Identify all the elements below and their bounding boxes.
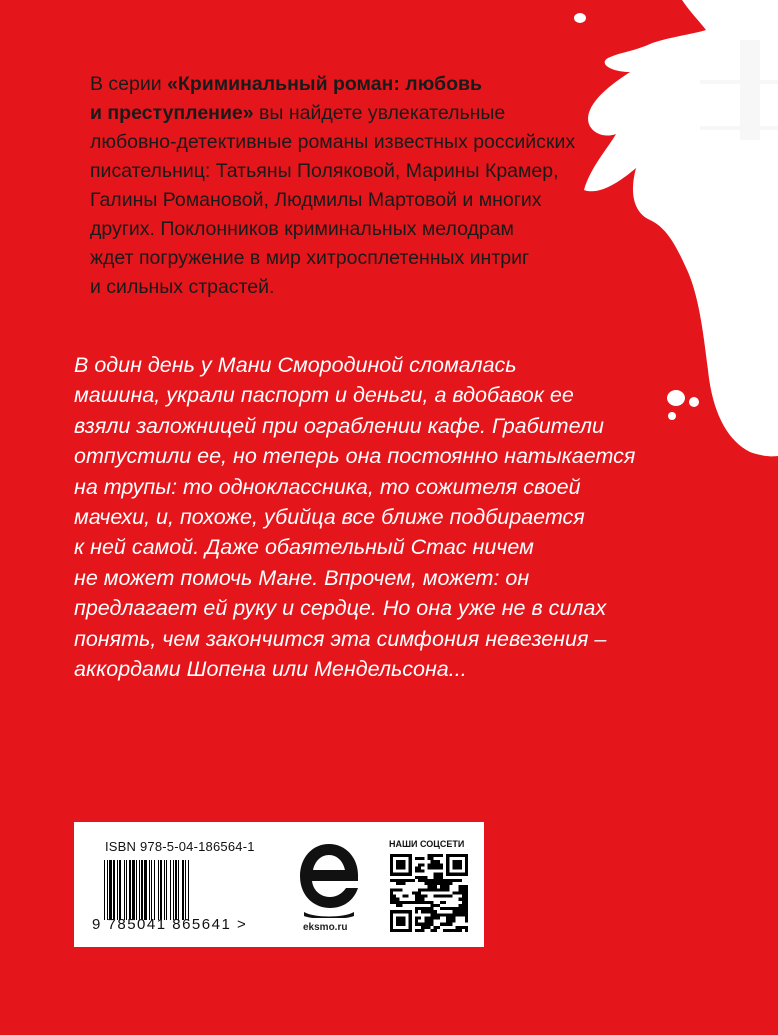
publisher-info-panel — [74, 822, 484, 947]
eksmo-logo-icon — [300, 844, 358, 918]
annotation-line: взяли заложницей при ограблении кафе. Грабители — [74, 413, 604, 438]
publisher-website[interactable]: eksmo.ru — [303, 922, 348, 933]
annotation-line: к ней самой. Даже обаятельный Стас ничем — [74, 535, 534, 560]
annotation-line: отпустили ее, но теперь она постоянно натыкается — [74, 444, 636, 469]
isbn-label: ISBN 978-5-04-186564-1 — [105, 839, 255, 854]
annotation-line: не может помочь Мане. Впрочем, может: он — [74, 565, 530, 590]
annotation-line: на трупы: то одноклассника, то сожителя своей — [74, 474, 581, 499]
series-name: «Криминальный роман: любовь — [167, 73, 482, 95]
book-annotation — [74, 350, 634, 684]
annotation-line: В один день у Мани Смородиной сломалась — [74, 353, 517, 377]
qr-code[interactable] — [390, 854, 468, 932]
annotation-line: машина, украли паспорт и деньги, а вдобавок ее — [74, 383, 574, 408]
barcode-digits: 9 785041 865641 > — [92, 916, 248, 933]
series-description: В серии «Криминальный роман: любовь и преступление» вы найдете увлекательные любовно-детективные романы известных российских писательниц: Татьяны Поляковой, Марины Крамер, Галины Романовой, Людмилы Мартовой и многих других. Поклонников криминальных мелодрам ждет погружение в мир хитросплетенных интриг и сильных страстей. — [90, 73, 576, 298]
annotation-line: понять, чем закончится эта симфония невезения – — [74, 626, 607, 651]
annotation-line: предлагает ей руку и сердце. Но она уже не в силах — [74, 596, 607, 621]
series-name-continued: и преступление» — [90, 102, 254, 124]
annotation-line: аккордами Шопена или Мендельсона... — [74, 657, 467, 682]
barcode — [104, 860, 272, 920]
annotation-line: мачехи, и, похоже, убийца все ближе подбирается — [74, 505, 585, 530]
social-networks-label: НАШИ СОЦСЕТИ — [389, 839, 465, 849]
